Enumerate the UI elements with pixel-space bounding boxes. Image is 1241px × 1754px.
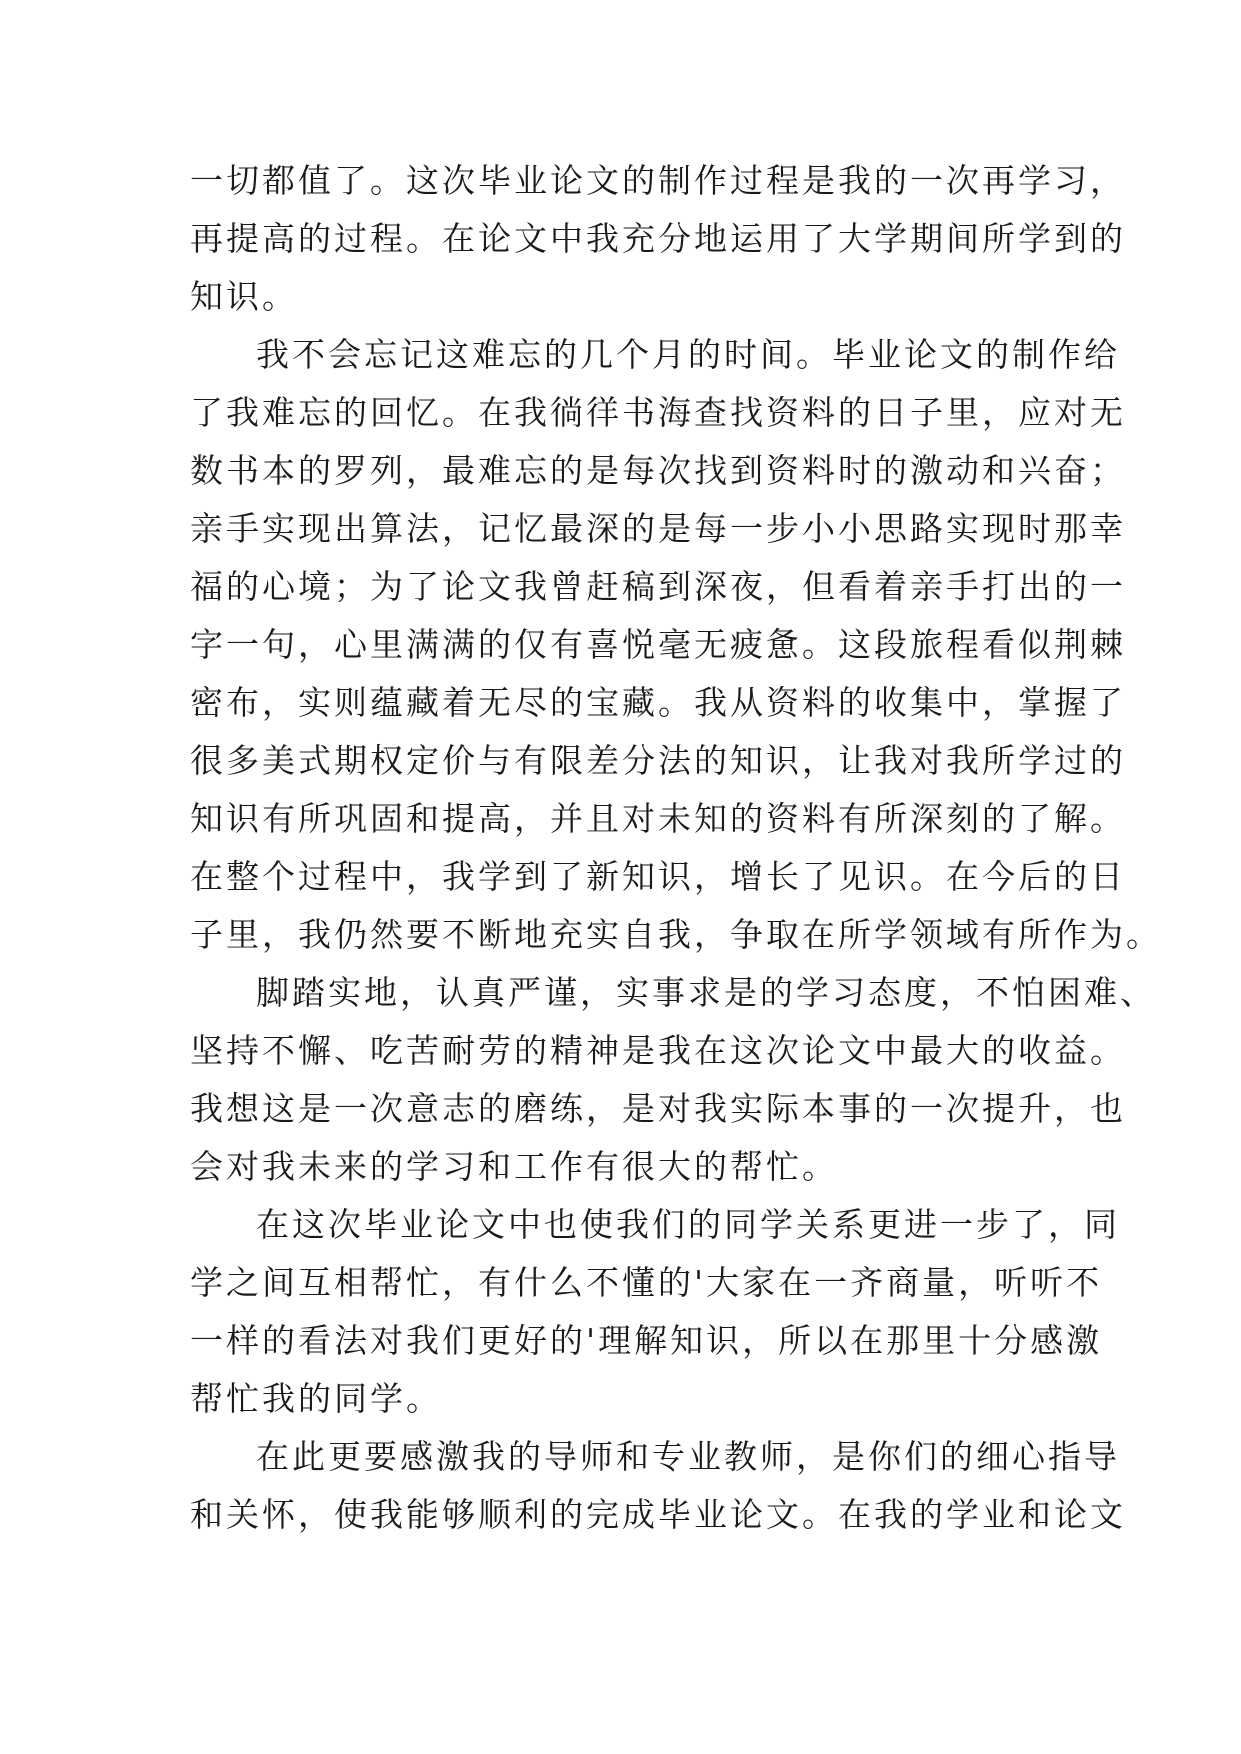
text-line: 坚持不懈、吃苦耐劳的精神是我在这次论文中最大的收益。 [190,1031,1126,1070]
text-line: 在这次毕业论文中也使我们的同学关系更进一步了，同 [256,1205,1120,1244]
text-line: 密布，实则蕴藏着无尽的宝藏。我从资料的收集中，掌握了 [190,683,1126,722]
text-line: 字一句，心里满满的仅有喜悦毫无疲惫。这段旅程看似荆棘 [190,625,1126,664]
paragraph-5 [190,1428,1126,1544]
text-line: 亲手实现出算法，记忆最深的是每一步小小思路实现时那幸 [190,509,1126,548]
paragraph-3 [190,964,1156,1196]
paragraph-4 [190,1196,1120,1428]
text-line: 我想这是一次意志的磨练，是对我实际本事的一次提升，也 [190,1089,1126,1128]
text-line: 我不会忘记这难忘的几个月的时间。毕业论文的制作给 [256,335,1120,374]
text-line: 在整个过程中，我学到了新知识，增长了见识。在今后的日 [190,857,1126,896]
text-line: 在此更要感激我的导师和专业教师，是你们的细心指导 [256,1437,1120,1476]
paragraph-2 [190,326,1162,964]
text-line: 再提高的过程。在论文中我充分地运用了大学期间所学到的 [190,219,1126,258]
text-line: 脚踏实地，认真严谨，实事求是的学习态度，不怕困难、 [256,973,1156,1012]
text-line: 数书本的罗列，最难忘的是每次找到资料时的激动和兴奋； [190,451,1126,490]
text-line: 知识有所巩固和提高，并且对未知的资料有所深刻的了解。 [190,799,1126,838]
text-line: 很多美式期权定价与有限差分法的知识，让我对我所学过的 [190,741,1126,780]
text-line: 福的心境；为了论文我曾赶稿到深夜，但看着亲手打出的一 [190,567,1126,606]
text-line: 一样的看法对我们更好的'理解知识，所以在那里十分感激 [190,1321,1103,1360]
text-line: 会对我未来的学习和工作有很大的帮忙。 [190,1147,838,1186]
text-line: 学之间互相帮忙，有什么不懂的'大家在一齐商量，听听不 [190,1263,1103,1302]
text-line: 帮忙我的同学。 [190,1379,442,1418]
paragraph-1 [190,152,1126,326]
document-body [190,152,1162,1544]
text-line: 子里，我仍然要不断地充实自我，争取在所学领域有所作为。 [190,915,1162,954]
text-line: 了我难忘的回忆。在我徜徉书海查找资料的日子里，应对无 [190,393,1126,432]
text-line: 和关怀，使我能够顺利的完成毕业论文。在我的学业和论文 [190,1495,1126,1534]
text-line: 知识。 [190,277,298,316]
text-line: 一切都值了。这次毕业论文的制作过程是我的一次再学习， [190,161,1126,200]
